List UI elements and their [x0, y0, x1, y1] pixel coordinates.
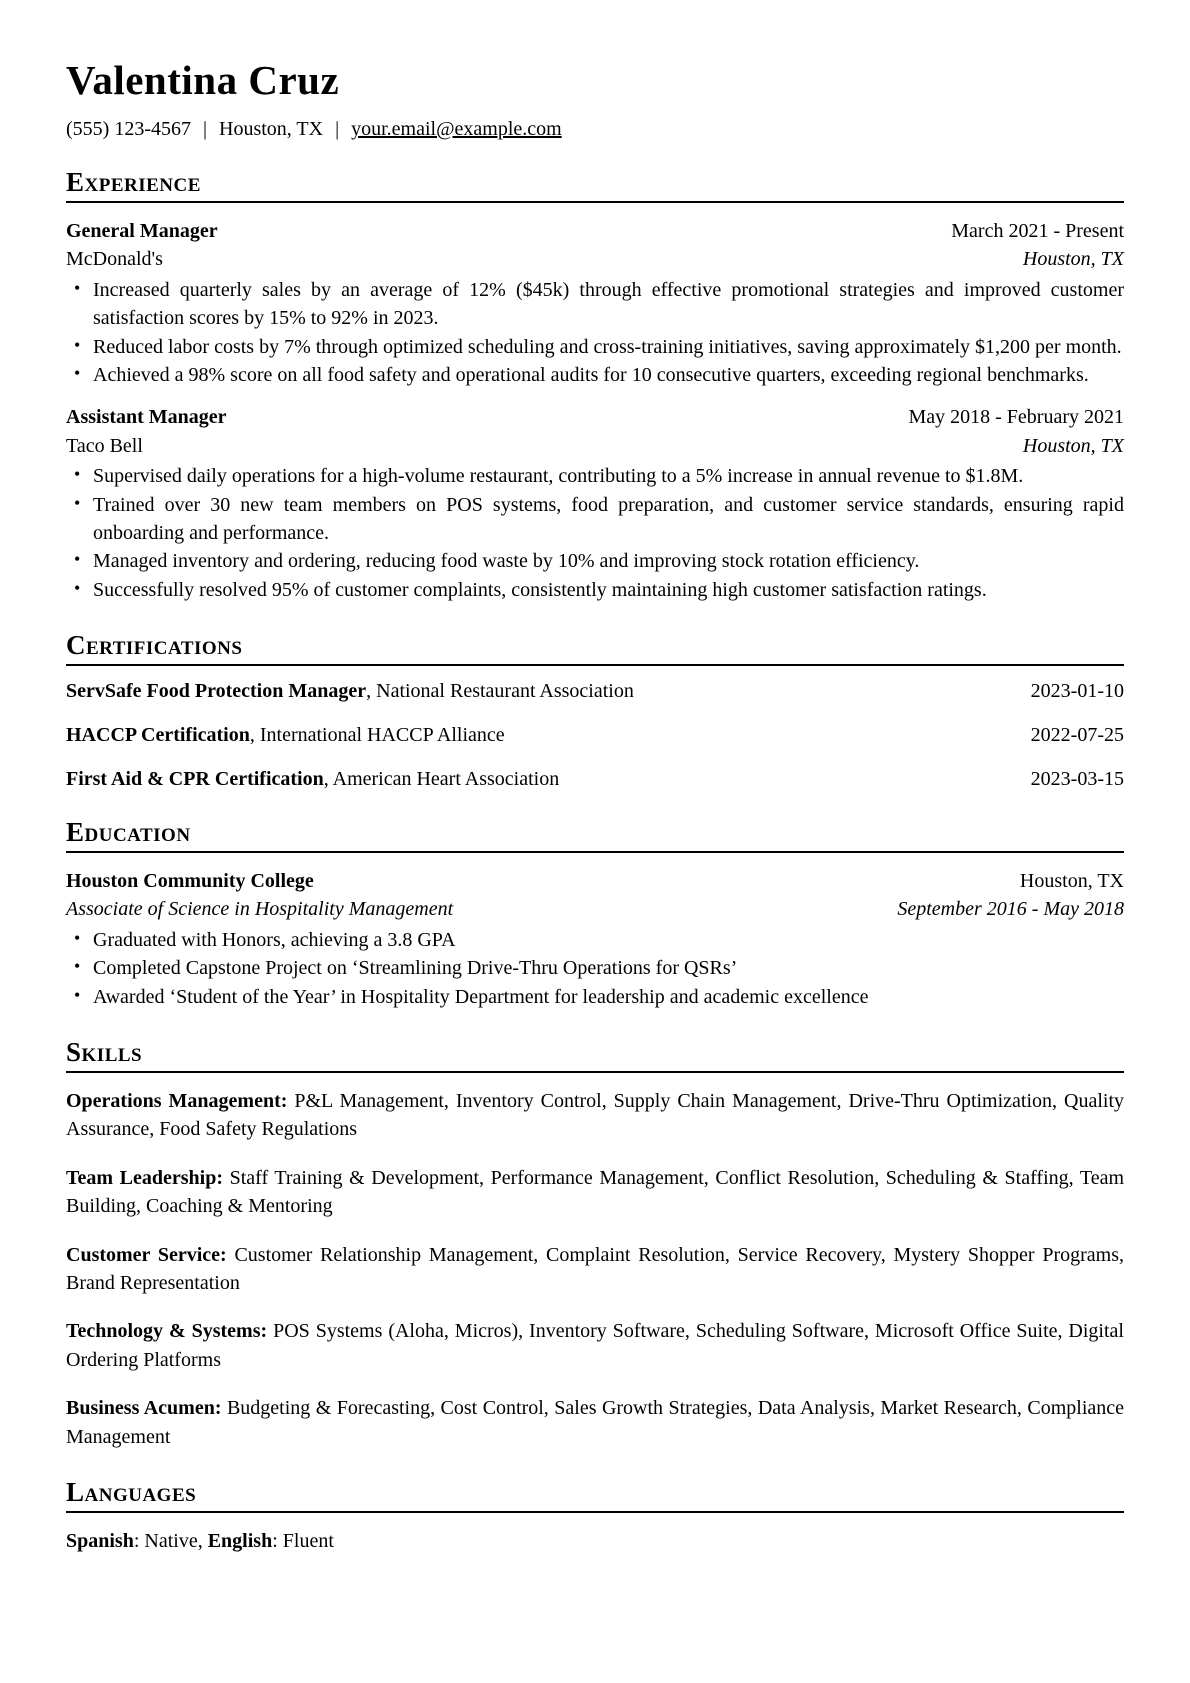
section-certifications	[66, 630, 1124, 791]
job-title: Assistant Manager	[66, 406, 227, 429]
job-dates: March 2021 - Present	[951, 220, 1124, 242]
job-header-row	[66, 403, 1124, 431]
certification-label	[66, 724, 505, 747]
certification-item	[66, 768, 1124, 791]
certification-item	[66, 724, 1124, 747]
job-dates: May 2018 - February 2021	[908, 406, 1124, 429]
job-entry	[66, 403, 1124, 604]
education-bullet-list	[66, 926, 1124, 1011]
phone-number: (555) 123-4567	[66, 118, 191, 140]
language-level: : Native,	[133, 1529, 208, 1552]
certification-name: HACCP Certification	[66, 724, 250, 747]
resume-header	[66, 56, 1124, 141]
contact-separator: |	[335, 118, 340, 140]
contact-location: Houston, TX	[219, 118, 324, 140]
certification-issuer: , National Restaurant Association	[366, 680, 634, 703]
job-bullet: • Trained over 30 new team members on POS systems, food preparation, and customer service standards, ensuring rapid onboarding and performance.	[93, 491, 1124, 548]
skill-category-name: Operations Management:	[66, 1090, 288, 1113]
contact-separator: |	[202, 118, 207, 140]
job-subheader-row	[66, 245, 1124, 273]
job-bullet: • Successfully resolved 95% of customer complaints, consistently maintaining high customer satisfaction ratings.	[93, 576, 1124, 604]
school-name: Houston Community College	[66, 870, 314, 893]
skill-category-items: Staff Training & Development, Performance Management, Conflict Resolution, Scheduling & Staffing, Team Building, Coaching & Mentoring	[66, 1166, 1125, 1218]
education-bullet: • Awarded ‘Student of the Year’ in Hospitality Department for leadership and academic excellence	[93, 983, 1124, 1011]
certification-name: ServSafe Food Protection Manager	[66, 680, 367, 703]
job-location: Houston, TX	[1022, 434, 1124, 457]
job-subheader-row	[66, 432, 1124, 460]
job-company: McDonald's	[66, 248, 163, 271]
skill-category	[66, 1317, 1124, 1374]
job-bullet-list	[66, 276, 1124, 390]
language-level: : Fluent	[272, 1529, 334, 1552]
email-link[interactable]: your.email@example.com	[351, 118, 562, 140]
section-title-certifications: Certifications	[66, 630, 1124, 666]
skill-category-name: Customer Service:	[66, 1243, 227, 1266]
job-bullet: • Managed inventory and ordering, reducing food waste by 10% and improving stock rotation efficiency.	[93, 547, 1124, 575]
certification-label	[66, 680, 634, 703]
skill-category	[66, 1394, 1124, 1451]
certification-name: First Aid & CPR Certification	[66, 768, 324, 791]
skill-category	[66, 1241, 1124, 1298]
certification-date: 2023-01-10	[1030, 680, 1124, 703]
education-entry	[66, 867, 1124, 1011]
job-bullet: • Achieved a 98% score on all food safety and operational audits for 10 consecutive quarters, exceeding regional benchmarks.	[93, 361, 1124, 389]
job-location: Houston, TX	[1022, 248, 1124, 271]
languages-line	[66, 1527, 1124, 1555]
skill-category-items: Customer Relationship Management, Complaint Resolution, Service Recovery, Mystery Shopper Programs, Brand Representation	[66, 1243, 1124, 1294]
section-title-education: Education	[66, 817, 1124, 853]
job-bullet: • Increased quarterly sales by an average of 12% ($45k) through effective promotional strategies and improved customer satisfaction scores by 15% to 92% in 2023.	[93, 276, 1124, 333]
job-bullet: • Reduced labor costs by 7% through optimized scheduling and cross-training initiatives, saving approximately $1,200 per month.	[93, 333, 1124, 361]
skill-category-items: P&L Management, Inventory Control, Supply Chain Management, Drive-Thru Optimization, Quality Assurance, Food Safety Regulations	[66, 1090, 1125, 1141]
certification-item	[66, 680, 1124, 703]
certification-date: 2022-07-25	[1030, 724, 1124, 747]
degree: Associate of Science in Hospitality Management	[66, 898, 454, 921]
section-experience	[66, 167, 1124, 604]
education-subheader-row	[66, 895, 1124, 923]
school-location: Houston, TX	[1019, 870, 1124, 893]
job-bullet: • Supervised daily operations for a high-volume restaurant, contributing to a 5% increase in annual revenue to $1.8M.	[93, 462, 1124, 490]
section-languages	[66, 1477, 1124, 1555]
certification-issuer: , International HACCP Alliance	[249, 724, 505, 747]
education-bullet: • Graduated with Honors, achieving a 3.8 GPA	[93, 926, 1124, 954]
section-skills	[66, 1037, 1124, 1451]
job-header-row	[66, 217, 1124, 245]
certification-date: 2023-03-15	[1030, 768, 1124, 791]
skill-category	[66, 1087, 1124, 1144]
job-bullet-list	[66, 462, 1124, 604]
certification-label	[66, 768, 559, 791]
language-name: English	[207, 1529, 273, 1552]
skill-category-items: POS Systems (Aloha, Micros), Inventory Software, Scheduling Software, Microsoft Office Suite, Digital Ordering Platforms	[66, 1320, 1124, 1371]
job-company: Taco Bell	[66, 434, 143, 457]
education-bullet: • Completed Capstone Project on ‘Streamlining Drive-Thru Operations for QSRs’	[93, 954, 1124, 982]
education-header-row	[66, 867, 1124, 895]
job-title: General Manager	[66, 220, 218, 242]
section-title-languages: Languages	[66, 1477, 1124, 1513]
skill-category-name: Business Acumen:	[66, 1397, 222, 1420]
education-dates: September 2016 - May 2018	[897, 898, 1124, 921]
section-education	[66, 817, 1124, 1011]
language-name: Spanish	[66, 1529, 134, 1552]
skill-category-name: Team Leadership:	[66, 1166, 223, 1189]
certification-issuer: , American Heart Association	[323, 768, 560, 791]
person-name: Valentina Cruz	[66, 57, 340, 103]
skill-category	[66, 1164, 1124, 1221]
job-entry	[66, 217, 1124, 389]
contact-line	[66, 118, 1124, 141]
section-title-experience: Experience	[66, 167, 1124, 203]
skill-category-items: Budgeting & Forecasting, Cost Control, Sales Growth Strategies, Data Analysis, Market Research, Compliance Management	[66, 1397, 1125, 1448]
section-title-skills: Skills	[66, 1037, 1124, 1073]
skill-category-name: Technology & Systems:	[66, 1320, 268, 1343]
